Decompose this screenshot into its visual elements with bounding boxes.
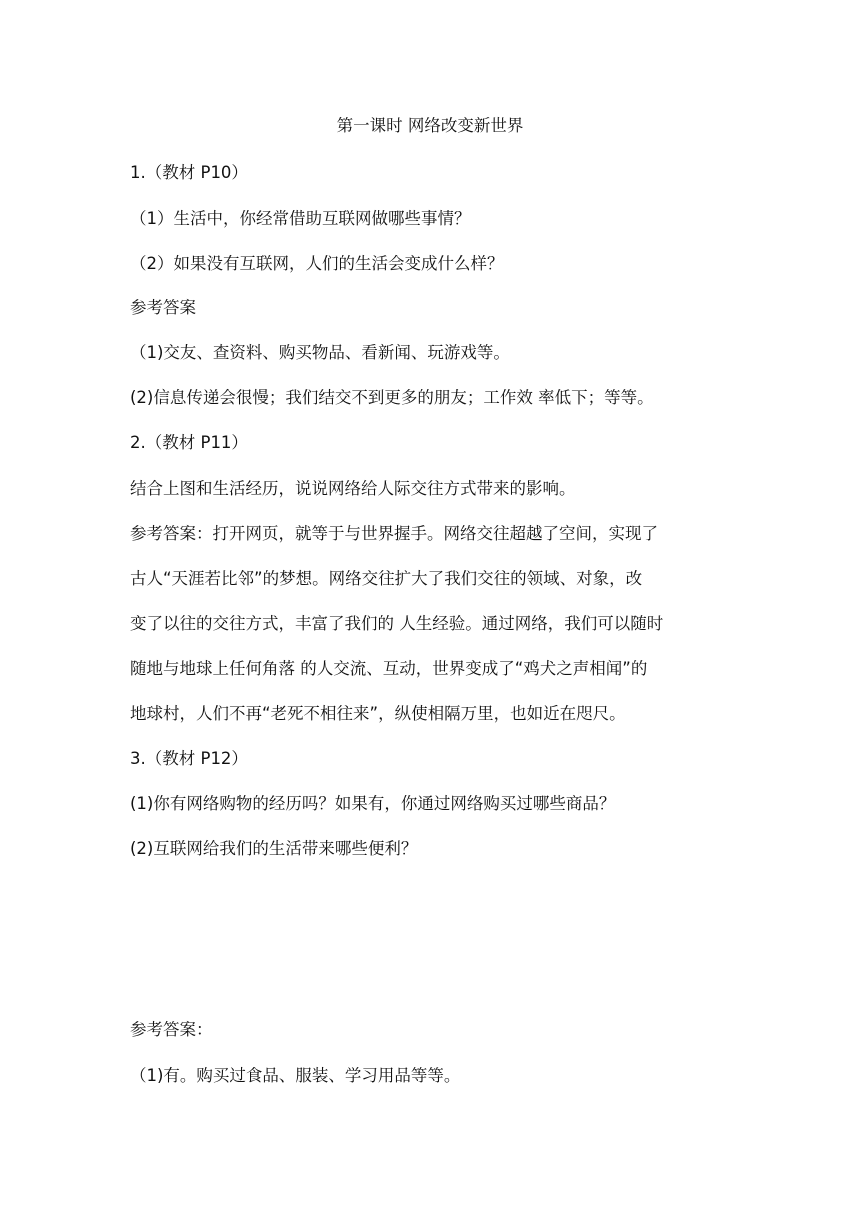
question-3-answer-label: 参考答案： [130, 1020, 213, 1039]
question-2-answer-line: 变了以往的交往方式，丰富了我们的 人生经验。通过网络，我们可以随时 [130, 614, 664, 633]
question-1-heading: 1.（教材 P10） [130, 163, 248, 182]
question-3-sub-2: (2)互联网给我们的生活带来哪些便利？ [130, 839, 418, 858]
question-1-sub-1: （1）生活中，你经常借助互联网做哪些事情？ [130, 209, 471, 228]
question-3-heading: 3.（教材 P12） [130, 749, 248, 768]
question-2-answer-line: 古人“天涯若比邻”的梦想。网络交往扩大了我们交往的领域、对象，改 [130, 569, 643, 588]
question-3-sub-1: (1)你有网络购物的经历吗？如果有，你通过网络购买过哪些商品？ [130, 794, 616, 813]
question-1-sub-2: （2）如果没有互联网，人们的生活会变成什么样？ [130, 254, 504, 273]
question-2-answer-line: 地球村，人们不再“老死不相往来”，纵使相隔万里，也如近在咫尺。 [130, 704, 626, 723]
question-1-answer-label: 参考答案 [130, 298, 196, 317]
question-3-answer-1: （1)有。购买过食品、服装、学习用品等等。 [130, 1066, 461, 1085]
page-title: 第一课时 网络改变新世界 [336, 116, 524, 135]
question-2-text: 结合上图和生活经历，说说网络给人际交往方式带来的影响。 [130, 479, 576, 498]
question-2-answer-line: 参考答案：打开网页，就等于与世界握手。网络交往超越了空间，实现了 [130, 524, 658, 543]
question-1-answer-1: （1)交友、查资料、购买物品、看新闻、玩游戏等。 [130, 343, 510, 362]
question-2-heading: 2.（教材 P11） [130, 433, 248, 452]
question-2-answer-line: 随地与地球上任何角落 的人交流、互动，世界变成了“鸡犬之声相闻”的 [130, 659, 648, 678]
question-1-answer-2: (2)信息传递会很慢；我们结交不到更多的朋友；工作效 率低下；等等。 [130, 388, 654, 407]
